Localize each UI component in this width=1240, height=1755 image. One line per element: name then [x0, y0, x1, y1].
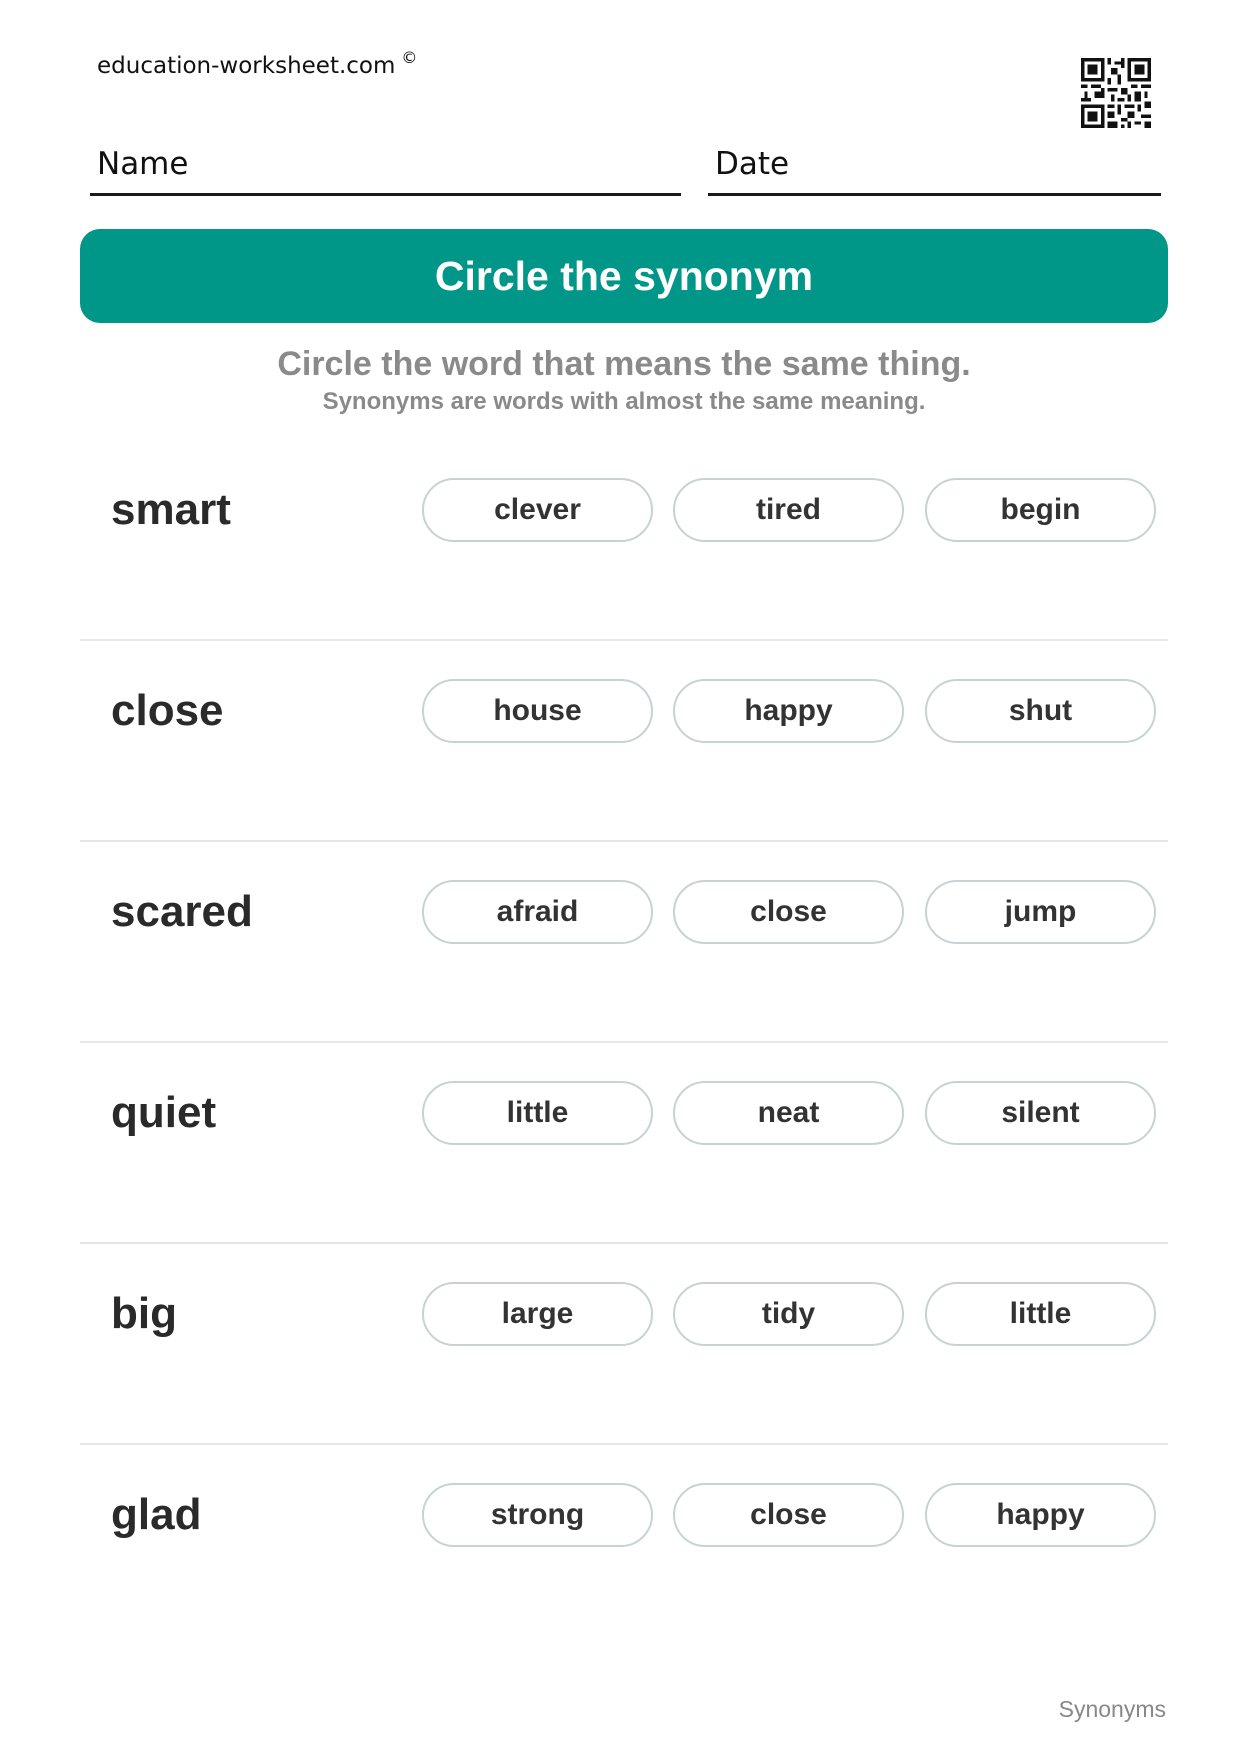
answer-option[interactable]: strong: [422, 1483, 653, 1547]
answer-option[interactable]: happy: [925, 1483, 1156, 1547]
question-row: [80, 1445, 1168, 1646]
question-row: [80, 842, 1168, 1043]
question-word: glad: [111, 1490, 202, 1539]
answer-option[interactable]: tired: [673, 478, 904, 542]
date-field[interactable]: [708, 140, 1161, 196]
footer-label: Synonyms: [1058, 1696, 1166, 1722]
answer-option[interactable]: begin: [925, 478, 1156, 542]
question-row: [80, 641, 1168, 842]
question-word: scared: [111, 887, 253, 936]
answer-option[interactable]: jump: [925, 880, 1156, 944]
answer-option[interactable]: clever: [422, 478, 653, 542]
answer-option[interactable]: tidy: [673, 1282, 904, 1346]
question-row: [80, 1043, 1168, 1244]
question-row: [80, 440, 1168, 641]
answer-option[interactable]: neat: [673, 1081, 904, 1145]
name-label: Name: [97, 146, 189, 182]
site-name: [97, 48, 417, 79]
title-banner: [80, 229, 1168, 323]
answer-option[interactable]: close: [673, 1483, 904, 1547]
answer-option[interactable]: close: [673, 880, 904, 944]
question-word: big: [111, 1289, 177, 1338]
copyright-mark: ©: [401, 48, 418, 67]
question-row: [80, 1244, 1168, 1445]
instructions: [0, 342, 1240, 418]
question-word: close: [111, 686, 224, 735]
qr-code-icon: [1081, 58, 1151, 128]
question-word: smart: [111, 485, 231, 534]
instruction-main: Circle the word that means the same thing.: [277, 345, 971, 383]
name-field[interactable]: [90, 140, 681, 196]
answer-option[interactable]: happy: [673, 679, 904, 743]
answer-option[interactable]: silent: [925, 1081, 1156, 1145]
answer-option[interactable]: large: [422, 1282, 653, 1346]
answer-option[interactable]: little: [925, 1282, 1156, 1346]
date-label: Date: [715, 146, 790, 182]
site-url: education-worksheet.com: [97, 53, 396, 79]
answer-option[interactable]: afraid: [422, 880, 653, 944]
worksheet-title: Circle the synonym: [434, 252, 814, 299]
answer-option[interactable]: house: [422, 679, 653, 743]
question-word: quiet: [111, 1088, 217, 1137]
instruction-sub: Synonyms are words with almost the same meaning.: [322, 388, 926, 415]
answer-option[interactable]: shut: [925, 679, 1156, 743]
answer-option[interactable]: little: [422, 1081, 653, 1145]
